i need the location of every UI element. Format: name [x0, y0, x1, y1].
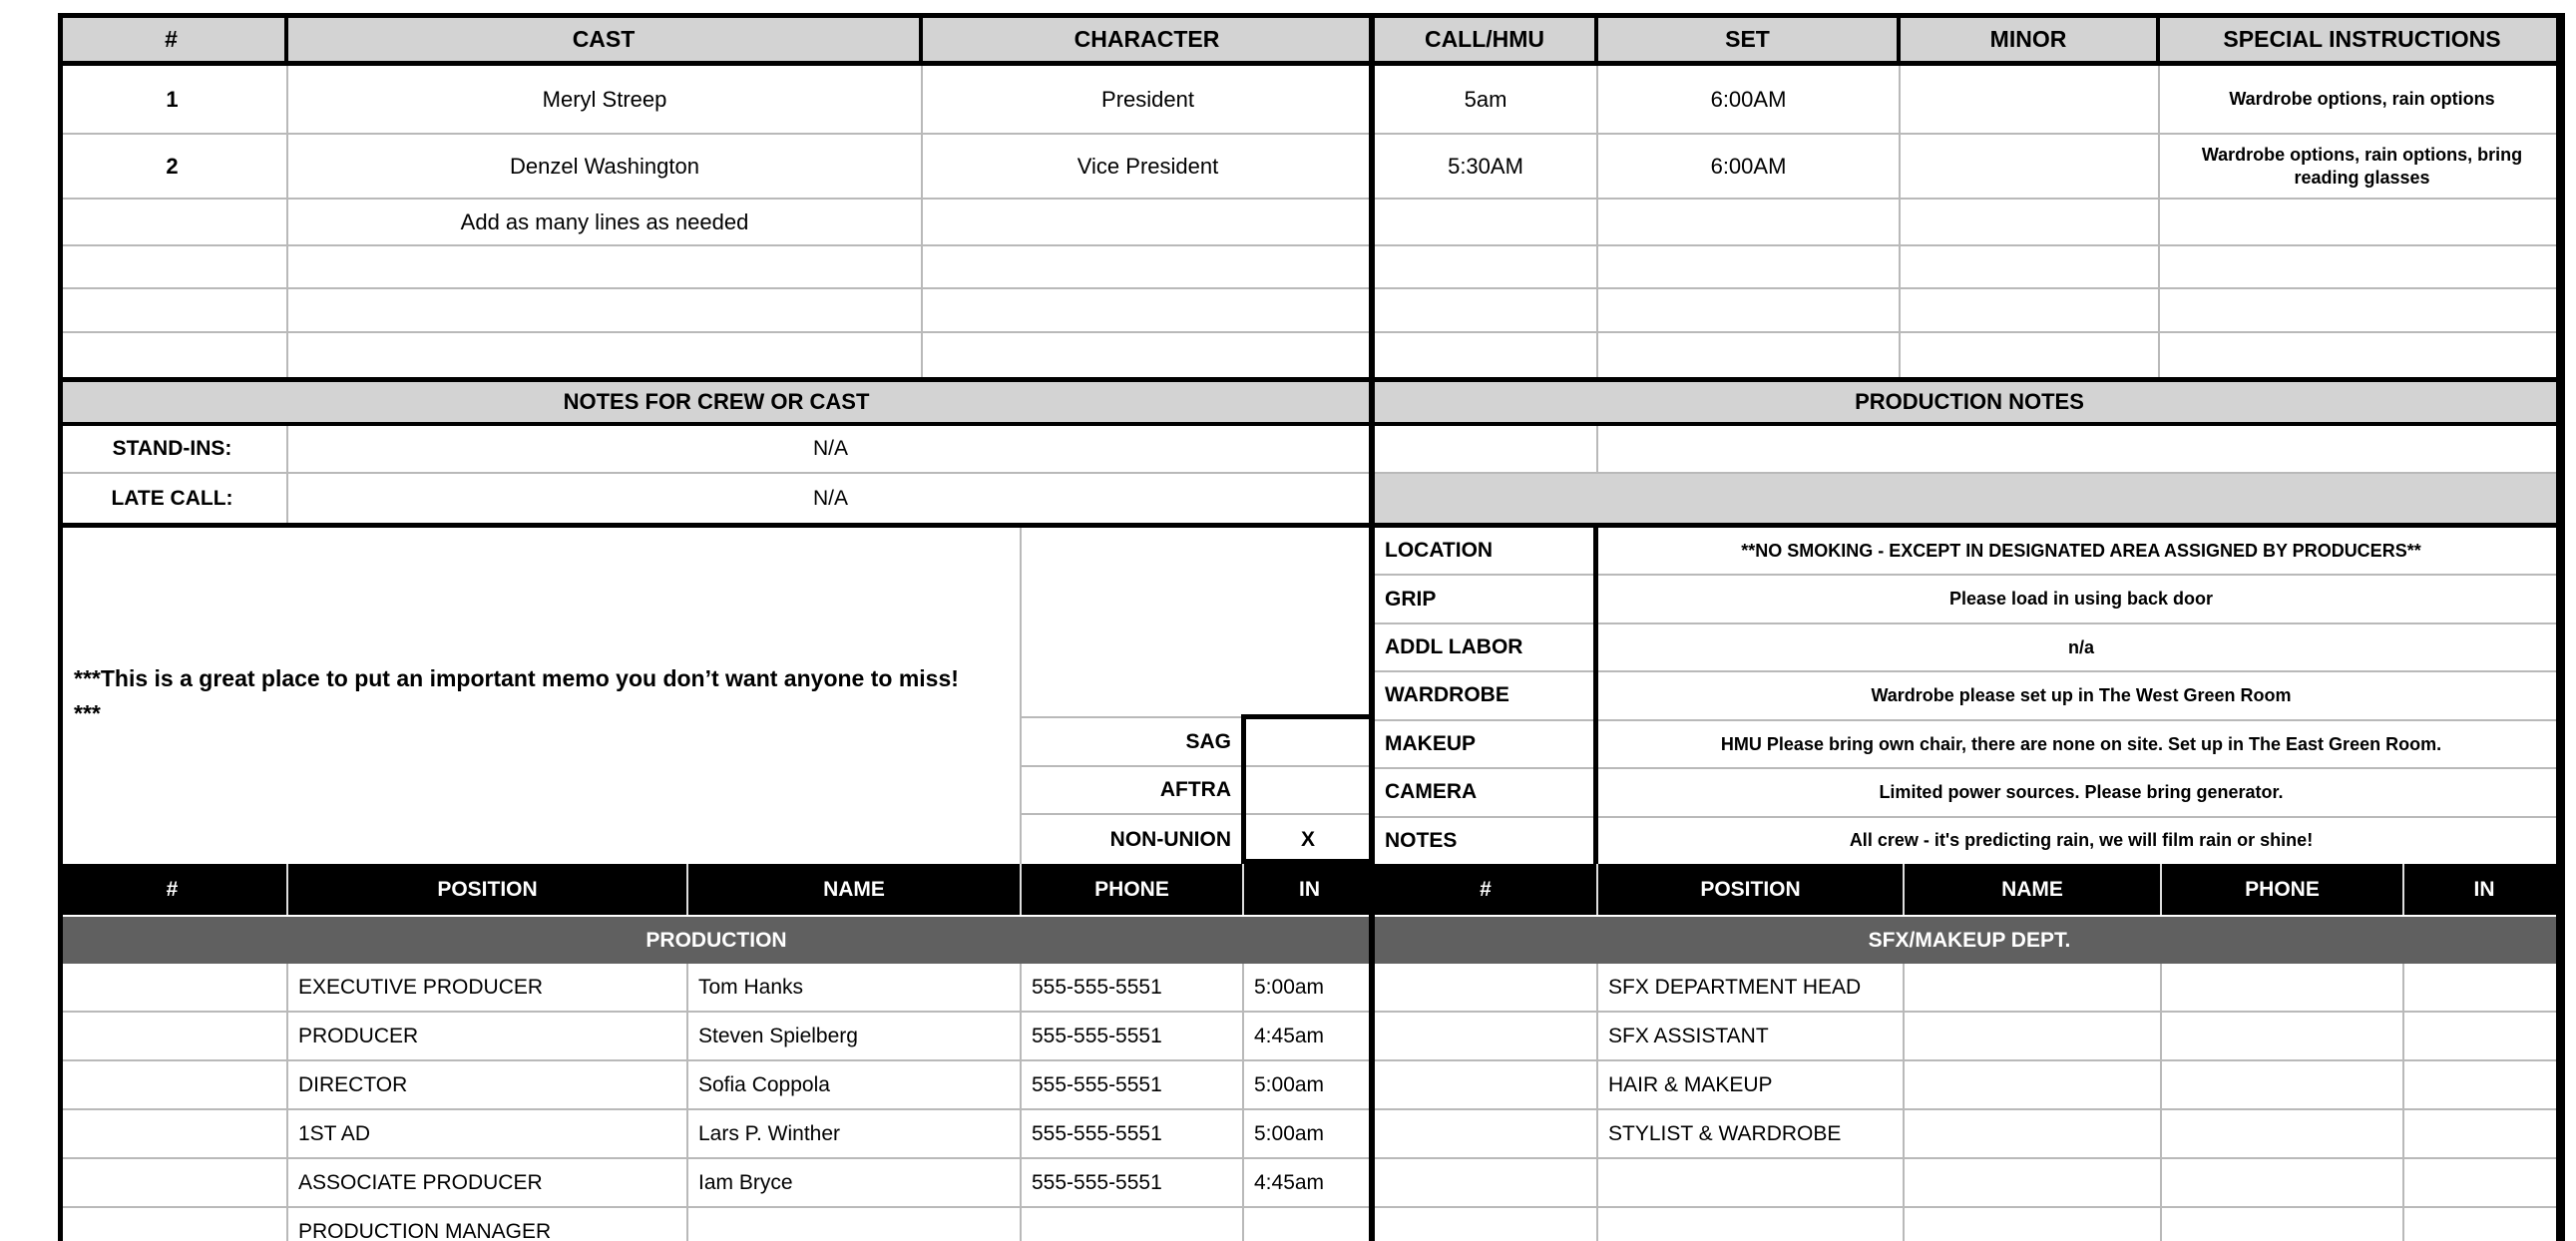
crew-phone-cell: [2162, 1013, 2404, 1059]
cast-header-set: SET: [1598, 13, 1901, 66]
production-note-label: MAKEUP: [1385, 731, 1477, 755]
production-note-value: Please load in using back door: [1948, 589, 2214, 610]
late-call-value: N/A: [288, 474, 1375, 523]
cast-header-special: SPECIAL INSTRUCTIONS: [2223, 26, 2501, 52]
cast-character-cell: [923, 246, 1375, 287]
cast-row-5: [58, 289, 2564, 333]
crew-position-cell: STYLIST & WARDROBE: [1598, 1110, 1905, 1157]
production-notes-title: PRODUCTION NOTES: [1375, 382, 2564, 422]
stand-ins-row: [58, 426, 2564, 474]
table-top-border: [58, 13, 2565, 18]
production-notes-shaded-cell: [1375, 474, 2564, 523]
crew-name-cell: [1905, 1013, 2162, 1059]
crew-header-name-left: NAME: [688, 864, 1022, 915]
crew-name-cell: [1905, 964, 2162, 1011]
crew-in-cell: 5:00am: [1244, 1061, 1375, 1108]
cast-set-cell: [1598, 246, 1901, 287]
cast-num-cell: [58, 333, 288, 377]
crew-position-cell: SFX ASSISTANT: [1598, 1013, 1905, 1059]
production-note-row: [1375, 721, 2564, 769]
cast-row-2: [58, 135, 2564, 200]
crew-position-cell: [1598, 1208, 1905, 1241]
crew-header-num-right: #: [1375, 864, 1598, 915]
production-note-value: Wardrobe please set up in The West Green Room: [1871, 685, 2292, 706]
table-right-border: [2556, 13, 2565, 1241]
crew-num-cell: [1375, 964, 1598, 1011]
crew-in-cell: [2404, 1208, 2564, 1241]
crew-table-header-row: [58, 864, 2564, 915]
cast-row-6: [58, 333, 2564, 377]
late-call-row: [58, 474, 2564, 523]
crew-num-cell: [1375, 1110, 1598, 1157]
cast-set-cell: [1598, 289, 1901, 331]
crew-position-cell: SFX DEPARTMENT HEAD: [1598, 964, 1905, 1011]
crew-position-cell: 1ST AD: [288, 1110, 688, 1157]
production-notes-blank-cell: [1598, 426, 2564, 472]
cast-row-3: [58, 200, 2564, 246]
cast-special-cell: [2160, 200, 2564, 244]
crew-phone-cell: 555-555-5551: [1022, 1159, 1244, 1206]
crew-name-cell: [1905, 1159, 2162, 1206]
sfx-makeup-department-title: SFX/MAKEUP DEPT.: [1375, 917, 2564, 964]
table-left-border: [58, 13, 63, 1241]
cast-row-4: [58, 246, 2564, 289]
crew-num-cell: [58, 1208, 288, 1241]
memo-text-line2: ***: [74, 699, 101, 726]
crew-table-body: [58, 964, 2564, 1241]
aftra-label: AFTRA: [1159, 778, 1231, 801]
crew-header-phone-left: PHONE: [1022, 864, 1244, 915]
crew-notes-rows: [58, 426, 2564, 523]
late-call-label: LATE CALL:: [58, 474, 288, 523]
crew-num-cell: [58, 1013, 288, 1059]
production-note-value: n/a: [2067, 636, 2094, 657]
crew-num-cell: [1375, 1208, 1598, 1241]
notes-for-crew-title: NOTES FOR CREW OR CAST: [58, 382, 1375, 422]
production-note-value: HMU Please bring own chair, there are none on site. Set up in The East Green Room.: [1720, 733, 2442, 754]
crew-row-2: [58, 1013, 2564, 1061]
crew-in-cell: [2404, 964, 2564, 1011]
union-empty-area: [1022, 528, 1375, 718]
cast-minor-cell: [1901, 66, 2160, 133]
cast-header-bottom-border: [58, 61, 2565, 66]
cast-set-cell: [1598, 333, 1901, 377]
cast-num-cell: [58, 289, 288, 331]
cast-name-cell: [288, 333, 923, 377]
crew-row-6: [58, 1208, 2564, 1241]
crew-header-in-left: IN: [1299, 877, 1320, 901]
cast-special-cell: [2160, 333, 2564, 377]
cast-table-body: [58, 66, 2564, 377]
production-note-row: [1375, 672, 2564, 720]
crew-header-name-right: NAME: [1905, 864, 2162, 915]
crew-row-5: [58, 1159, 2564, 1208]
crew-phone-cell: [2162, 1159, 2404, 1206]
table-center-divider: [1369, 13, 1375, 1241]
cast-minor-cell: [1901, 135, 2160, 198]
production-note-label: GRIP: [1385, 587, 1437, 611]
cast-call-hmu-cell: [1375, 333, 1598, 377]
cast-num-cell: 1: [58, 66, 288, 133]
cast-call-hmu-cell: [1375, 246, 1598, 287]
crew-position-cell: HAIR & MAKEUP: [1598, 1061, 1905, 1108]
crew-num-cell: [1375, 1061, 1598, 1108]
memo-cell: [58, 528, 1022, 864]
cast-call-hmu-cell: 5am: [1375, 66, 1598, 133]
cast-header-num: #: [58, 13, 288, 66]
cast-row-1: [58, 66, 2564, 135]
crew-row-4: [58, 1110, 2564, 1159]
crew-name-cell: [1905, 1110, 2162, 1157]
production-note-label: LOCATION: [1385, 539, 1494, 563]
crew-phone-cell: 555-555-5551: [1022, 1110, 1244, 1157]
cast-minor-cell: [1901, 333, 2160, 377]
sag-label: SAG: [1185, 729, 1231, 753]
stand-ins-value: N/A: [288, 426, 1375, 472]
cast-minor-cell: [1901, 246, 2160, 287]
cast-call-hmu-cell: [1375, 200, 1598, 244]
production-note-row: [1375, 624, 2564, 672]
cast-character-cell: [923, 289, 1375, 331]
crew-header-phone-right: PHONE: [2162, 864, 2404, 915]
crew-phone-cell: [2162, 1208, 2404, 1241]
cast-special-cell: [2160, 289, 2564, 331]
cast-character-cell: [923, 200, 1375, 244]
cast-call-hmu-cell: [1375, 289, 1598, 331]
cast-character-cell: Vice President: [923, 135, 1375, 198]
cast-header-cast: CAST: [288, 13, 923, 66]
production-note-row: [1375, 818, 2564, 864]
production-notes-blank-cell: [1375, 426, 1598, 472]
production-note-label: CAMERA: [1385, 780, 1478, 804]
crew-in-cell: [2404, 1013, 2564, 1059]
crew-in-cell: [2404, 1110, 2564, 1157]
cast-call-hmu-cell: 5:30AM: [1375, 135, 1598, 198]
memo-text-line1: ***This is a great place to put an important memo you don’t want anyone to miss!: [74, 665, 959, 691]
crew-name-cell: Sofia Coppola: [688, 1061, 1022, 1108]
crew-name-cell: [1905, 1061, 2162, 1108]
crew-name-cell: [1905, 1208, 2162, 1241]
crew-position-cell: [1598, 1159, 1905, 1206]
cast-table-header-row: [58, 13, 2564, 66]
crew-phone-cell: [2162, 1061, 2404, 1108]
cast-minor-cell: [1901, 289, 2160, 331]
crew-header-position-right: POSITION: [1598, 864, 1905, 915]
crew-num-cell: [58, 964, 288, 1011]
crew-row-3: [58, 1061, 2564, 1110]
production-department-title: PRODUCTION: [58, 917, 1375, 964]
production-note-row: [1375, 769, 2564, 817]
crew-name-cell: [688, 1208, 1022, 1241]
crew-in-cell: [2404, 1061, 2564, 1108]
production-notes-rows: [1375, 528, 2564, 864]
union-checkbox-outline: [1241, 714, 1375, 864]
cast-special-cell: Wardrobe options, rain options: [2229, 89, 2495, 110]
cast-header-character: CHARACTER: [923, 13, 1375, 66]
cast-num-cell: [58, 246, 288, 287]
cast-header-call-hmu: CALL/HMU: [1375, 13, 1598, 66]
production-note-value: All crew - it's predicting rain, we will film rain or shine!: [1849, 830, 2314, 851]
crew-num-cell: [58, 1159, 288, 1206]
production-notes-label-divider: [1593, 523, 1598, 864]
cast-name-cell: Meryl Streep: [288, 66, 923, 133]
department-title-band: [58, 915, 2564, 964]
crew-header-num-left: #: [58, 864, 288, 915]
non-union-checkbox-cell: X: [1300, 827, 1315, 851]
crew-position-cell: PRODUCTION MANAGER: [288, 1208, 688, 1241]
non-union-label: NON-UNION: [1109, 827, 1231, 851]
production-note-value: Limited power sources. Please bring generator.: [1879, 782, 2284, 803]
crew-in-cell: [2404, 1159, 2564, 1206]
production-note-label: ADDL LABOR: [1385, 635, 1523, 659]
crew-phone-cell: [2162, 964, 2404, 1011]
cast-special-cell: Wardrobe options, rain options, bring reading glasses: [2201, 145, 2523, 188]
production-note-row: [1375, 528, 2564, 576]
cast-header-minor: MINOR: [1901, 13, 2160, 66]
crew-header-position-left: POSITION: [288, 864, 688, 915]
section-title-band: [58, 377, 2564, 426]
crew-phone-cell: [1022, 1208, 1244, 1241]
cast-name-cell: [288, 246, 923, 287]
crew-phone-cell: 555-555-5551: [1022, 1013, 1244, 1059]
cast-name-cell: Denzel Washington: [288, 135, 923, 198]
production-note-value: **NO SMOKING - EXCEPT IN DESIGNATED AREA ASSIGNED BY PRODUCERS**: [1741, 540, 2421, 561]
crew-phone-cell: 555-555-5551: [1022, 1061, 1244, 1108]
cast-num-cell: 2: [58, 135, 288, 198]
crew-in-cell: 5:00am: [1244, 964, 1375, 1011]
crew-in-cell: 5:00am: [1244, 1110, 1375, 1157]
crew-header-in-right: IN: [2473, 877, 2495, 901]
production-note-label: WARDROBE: [1385, 683, 1509, 707]
crew-num-cell: [58, 1110, 288, 1157]
production-note-row: [1375, 576, 2564, 623]
cast-special-cell: [2160, 246, 2564, 287]
crew-position-cell: DIRECTOR: [288, 1061, 688, 1108]
cast-name-cell: [288, 289, 923, 331]
crew-num-cell: [1375, 1013, 1598, 1059]
cast-set-cell: 6:00AM: [1598, 135, 1901, 198]
crew-name-cell: Steven Spielberg: [688, 1013, 1022, 1059]
cast-character-cell: President: [923, 66, 1375, 133]
stand-ins-label: STAND-INS:: [58, 426, 288, 472]
crew-in-cell: [1244, 1208, 1375, 1241]
cast-set-cell: [1598, 200, 1901, 244]
crew-position-cell: PRODUCER: [288, 1013, 688, 1059]
cast-character-cell: [923, 333, 1375, 377]
crew-name-cell: Lars P. Winther: [688, 1110, 1022, 1157]
cast-num-cell: [58, 200, 288, 244]
crew-num-cell: [58, 1061, 288, 1108]
crew-position-cell: ASSOCIATE PRODUCER: [288, 1159, 688, 1206]
production-note-label: NOTES: [1385, 828, 1458, 852]
cast-name-cell: Add as many lines as needed: [288, 200, 923, 244]
crew-name-cell: Tom Hanks: [688, 964, 1022, 1011]
crew-phone-cell: 555-555-5551: [1022, 964, 1244, 1011]
crew-in-cell: 4:45am: [1244, 1013, 1375, 1059]
cast-set-cell: 6:00AM: [1598, 66, 1901, 133]
crew-in-cell: 4:45am: [1244, 1159, 1375, 1206]
crew-position-cell: EXECUTIVE PRODUCER: [288, 964, 688, 1011]
cast-minor-cell: [1901, 200, 2160, 244]
crew-phone-cell: [2162, 1110, 2404, 1157]
crew-num-cell: [1375, 1159, 1598, 1206]
crew-row-1: [58, 964, 2564, 1013]
crew-name-cell: Iam Bryce: [688, 1159, 1022, 1206]
